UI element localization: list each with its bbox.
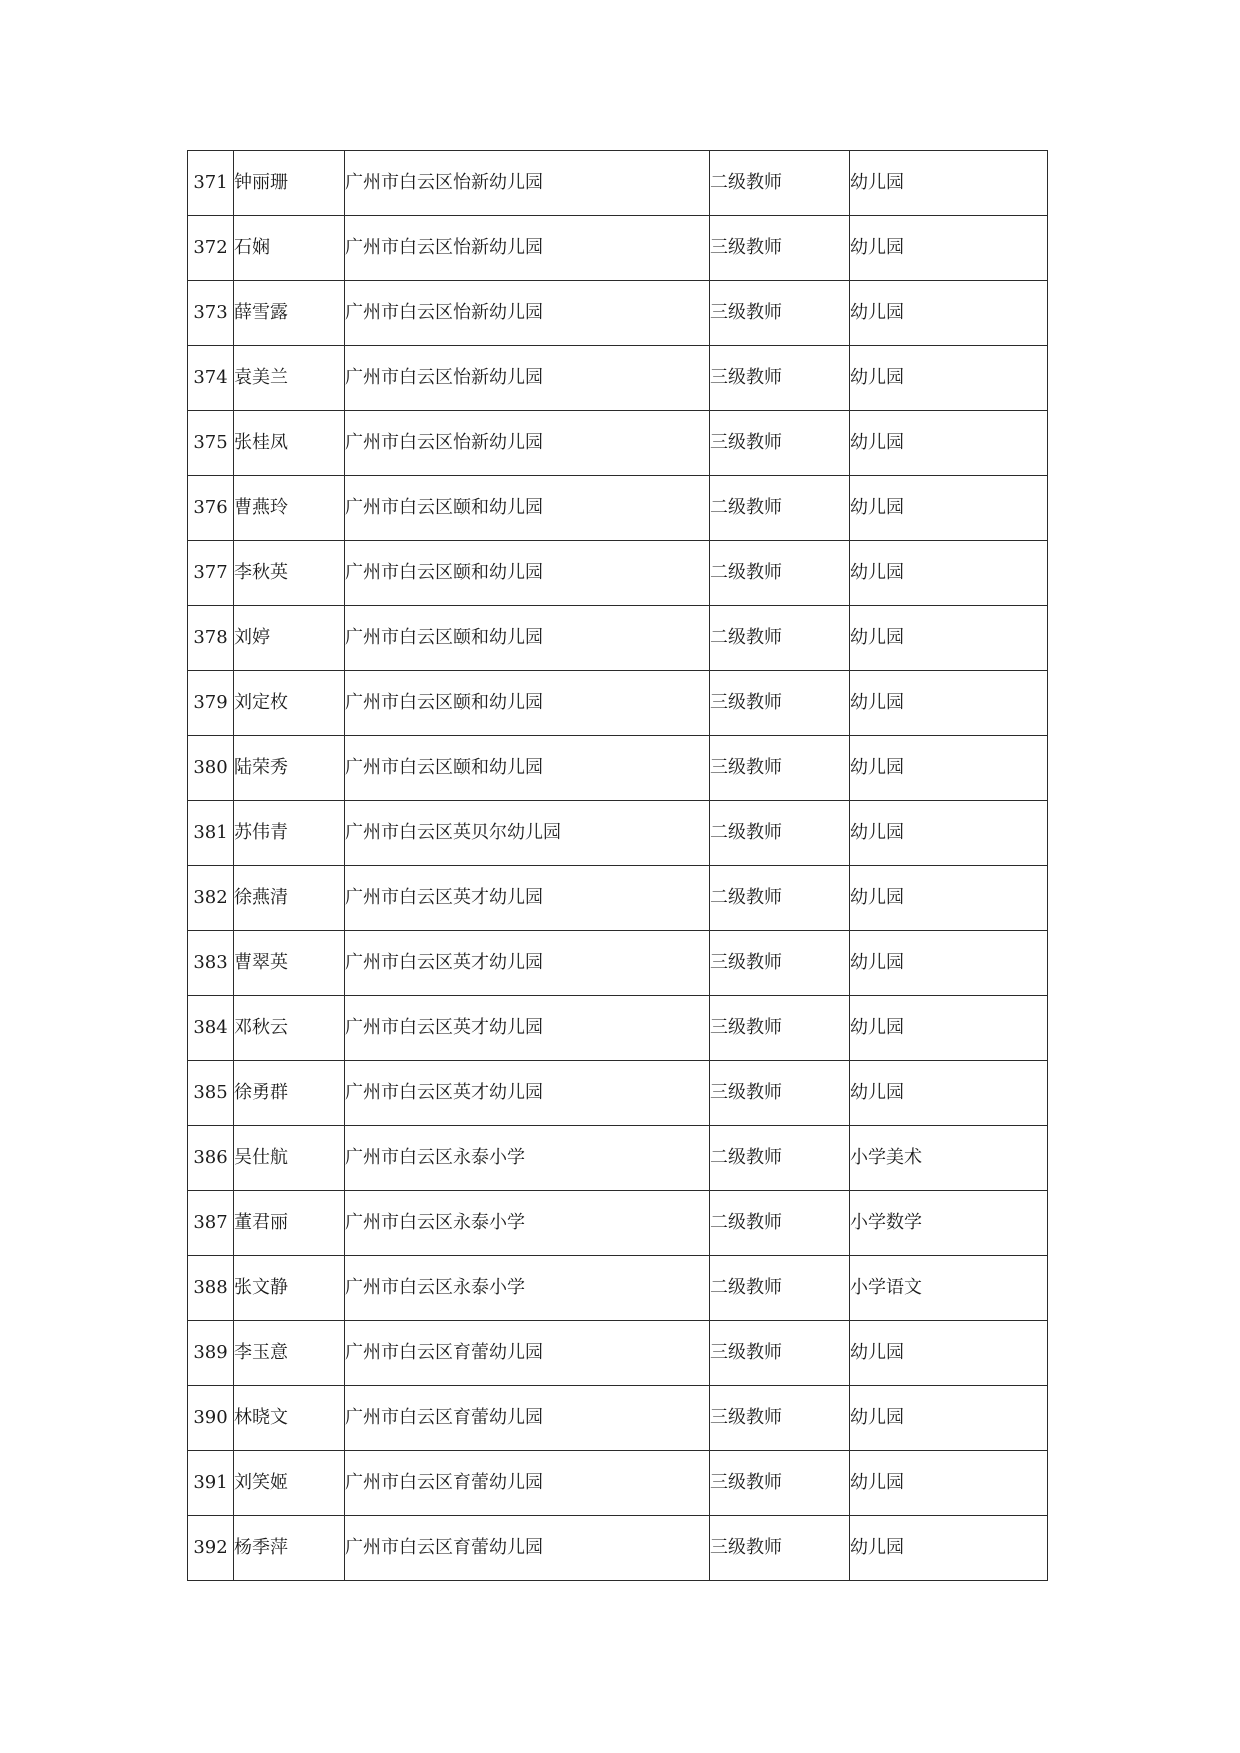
teacher-rank: 三级教师 [710, 931, 850, 996]
teaching-subject: 幼儿园 [850, 1451, 1048, 1516]
teaching-subject: 幼儿园 [850, 216, 1048, 281]
teacher-name: 刘婷 [234, 606, 345, 671]
row-number: 375 [188, 411, 234, 476]
school-name: 广州市白云区育蕾幼儿园 [345, 1516, 710, 1581]
table-row [188, 736, 1048, 801]
teacher-name: 刘笑姬 [234, 1451, 345, 1516]
row-number: 386 [188, 1126, 234, 1191]
school-name: 广州市白云区颐和幼儿园 [345, 736, 710, 801]
teacher-name: 袁美兰 [234, 346, 345, 411]
table-row [188, 1386, 1048, 1451]
teacher-name: 徐勇群 [234, 1061, 345, 1126]
table-row [188, 151, 1048, 216]
teaching-subject: 幼儿园 [850, 1321, 1048, 1386]
teacher-name: 曹燕玲 [234, 476, 345, 541]
school-name: 广州市白云区颐和幼儿园 [345, 671, 710, 736]
teaching-subject: 幼儿园 [850, 1386, 1048, 1451]
school-name: 广州市白云区英才幼儿园 [345, 1061, 710, 1126]
teaching-subject: 幼儿园 [850, 281, 1048, 346]
row-number: 388 [188, 1256, 234, 1321]
teacher-rank: 二级教师 [710, 866, 850, 931]
teacher-rank: 三级教师 [710, 996, 850, 1061]
teaching-subject: 幼儿园 [850, 151, 1048, 216]
teacher-rank: 三级教师 [710, 346, 850, 411]
teacher-rank: 三级教师 [710, 411, 850, 476]
table-row [188, 671, 1048, 736]
teaching-subject: 幼儿园 [850, 606, 1048, 671]
row-number: 382 [188, 866, 234, 931]
teacher-name: 林晓文 [234, 1386, 345, 1451]
teaching-subject: 幼儿园 [850, 541, 1048, 606]
school-name: 广州市白云区颐和幼儿园 [345, 476, 710, 541]
row-number: 371 [188, 151, 234, 216]
row-number: 385 [188, 1061, 234, 1126]
school-name: 广州市白云区怡新幼儿园 [345, 411, 710, 476]
teacher-name: 吴仕航 [234, 1126, 345, 1191]
row-number: 374 [188, 346, 234, 411]
teacher-name: 曹翠英 [234, 931, 345, 996]
school-name: 广州市白云区怡新幼儿园 [345, 346, 710, 411]
teaching-subject: 小学语文 [850, 1256, 1048, 1321]
school-name: 广州市白云区永泰小学 [345, 1191, 710, 1256]
teacher-rank: 三级教师 [710, 1516, 850, 1581]
teaching-subject: 幼儿园 [850, 866, 1048, 931]
school-name: 广州市白云区颐和幼儿园 [345, 541, 710, 606]
table-row [188, 216, 1048, 281]
teacher-rank: 三级教师 [710, 216, 850, 281]
teaching-subject: 小学美术 [850, 1126, 1048, 1191]
teacher-rank: 二级教师 [710, 1126, 850, 1191]
table-row [188, 346, 1048, 411]
school-name: 广州市白云区怡新幼儿园 [345, 216, 710, 281]
teacher-name: 钟丽珊 [234, 151, 345, 216]
school-name: 广州市白云区英才幼儿园 [345, 931, 710, 996]
teacher-name: 石娴 [234, 216, 345, 281]
school-name: 广州市白云区英贝尔幼儿园 [345, 801, 710, 866]
teacher-name: 杨季萍 [234, 1516, 345, 1581]
school-name: 广州市白云区育蕾幼儿园 [345, 1451, 710, 1516]
teacher-name: 张文静 [234, 1256, 345, 1321]
teacher-rank: 二级教师 [710, 606, 850, 671]
table-row [188, 606, 1048, 671]
school-name: 广州市白云区英才幼儿园 [345, 996, 710, 1061]
row-number: 372 [188, 216, 234, 281]
teaching-subject: 幼儿园 [850, 801, 1048, 866]
teaching-subject: 幼儿园 [850, 1516, 1048, 1581]
table-row [188, 281, 1048, 346]
school-name: 广州市白云区永泰小学 [345, 1256, 710, 1321]
teaching-subject: 幼儿园 [850, 931, 1048, 996]
table-row [188, 996, 1048, 1061]
row-number: 390 [188, 1386, 234, 1451]
table-row [188, 801, 1048, 866]
teaching-subject: 幼儿园 [850, 476, 1048, 541]
row-number: 392 [188, 1516, 234, 1581]
row-number: 381 [188, 801, 234, 866]
teacher-name: 刘定枚 [234, 671, 345, 736]
row-number: 387 [188, 1191, 234, 1256]
school-name: 广州市白云区怡新幼儿园 [345, 281, 710, 346]
teaching-subject: 幼儿园 [850, 671, 1048, 736]
teacher-name: 董君丽 [234, 1191, 345, 1256]
table-row [188, 1321, 1048, 1386]
roster-body [188, 151, 1048, 1581]
teacher-rank: 二级教师 [710, 541, 850, 606]
row-number: 373 [188, 281, 234, 346]
school-name: 广州市白云区怡新幼儿园 [345, 151, 710, 216]
table-row [188, 1451, 1048, 1516]
row-number: 383 [188, 931, 234, 996]
school-name: 广州市白云区育蕾幼儿园 [345, 1321, 710, 1386]
teacher-rank: 二级教师 [710, 801, 850, 866]
school-name: 广州市白云区英才幼儿园 [345, 866, 710, 931]
teacher-rank: 三级教师 [710, 281, 850, 346]
teacher-rank: 二级教师 [710, 476, 850, 541]
row-number: 380 [188, 736, 234, 801]
teacher-rank: 三级教师 [710, 736, 850, 801]
table-row [188, 1061, 1048, 1126]
teaching-subject: 幼儿园 [850, 346, 1048, 411]
row-number: 391 [188, 1451, 234, 1516]
table-row [188, 1256, 1048, 1321]
table-row [188, 476, 1048, 541]
table-row [188, 931, 1048, 996]
school-name: 广州市白云区颐和幼儿园 [345, 606, 710, 671]
table-row [188, 541, 1048, 606]
teacher-name: 李秋英 [234, 541, 345, 606]
teacher-name: 李玉意 [234, 1321, 345, 1386]
teaching-subject: 幼儿园 [850, 736, 1048, 801]
table-row [188, 411, 1048, 476]
row-number: 379 [188, 671, 234, 736]
row-number: 376 [188, 476, 234, 541]
teacher-name: 薛雪露 [234, 281, 345, 346]
teacher-rank: 三级教师 [710, 1321, 850, 1386]
teacher-rank: 二级教师 [710, 151, 850, 216]
row-number: 377 [188, 541, 234, 606]
teacher-roster-table [187, 150, 1048, 1581]
table-row [188, 1516, 1048, 1581]
teacher-rank: 二级教师 [710, 1256, 850, 1321]
teacher-rank: 三级教师 [710, 1061, 850, 1126]
teacher-rank: 三级教师 [710, 671, 850, 736]
school-name: 广州市白云区育蕾幼儿园 [345, 1386, 710, 1451]
table-row [188, 866, 1048, 931]
row-number: 378 [188, 606, 234, 671]
teacher-name: 陆荣秀 [234, 736, 345, 801]
teaching-subject: 小学数学 [850, 1191, 1048, 1256]
row-number: 384 [188, 996, 234, 1061]
teacher-name: 徐燕清 [234, 866, 345, 931]
teacher-name: 邓秋云 [234, 996, 345, 1061]
row-number: 389 [188, 1321, 234, 1386]
teaching-subject: 幼儿园 [850, 1061, 1048, 1126]
teacher-name: 张桂凤 [234, 411, 345, 476]
teacher-name: 苏伟青 [234, 801, 345, 866]
table-row [188, 1126, 1048, 1191]
teaching-subject: 幼儿园 [850, 411, 1048, 476]
table-row [188, 1191, 1048, 1256]
teacher-rank: 二级教师 [710, 1191, 850, 1256]
teacher-rank: 三级教师 [710, 1451, 850, 1516]
school-name: 广州市白云区永泰小学 [345, 1126, 710, 1191]
teaching-subject: 幼儿园 [850, 996, 1048, 1061]
teacher-rank: 三级教师 [710, 1386, 850, 1451]
